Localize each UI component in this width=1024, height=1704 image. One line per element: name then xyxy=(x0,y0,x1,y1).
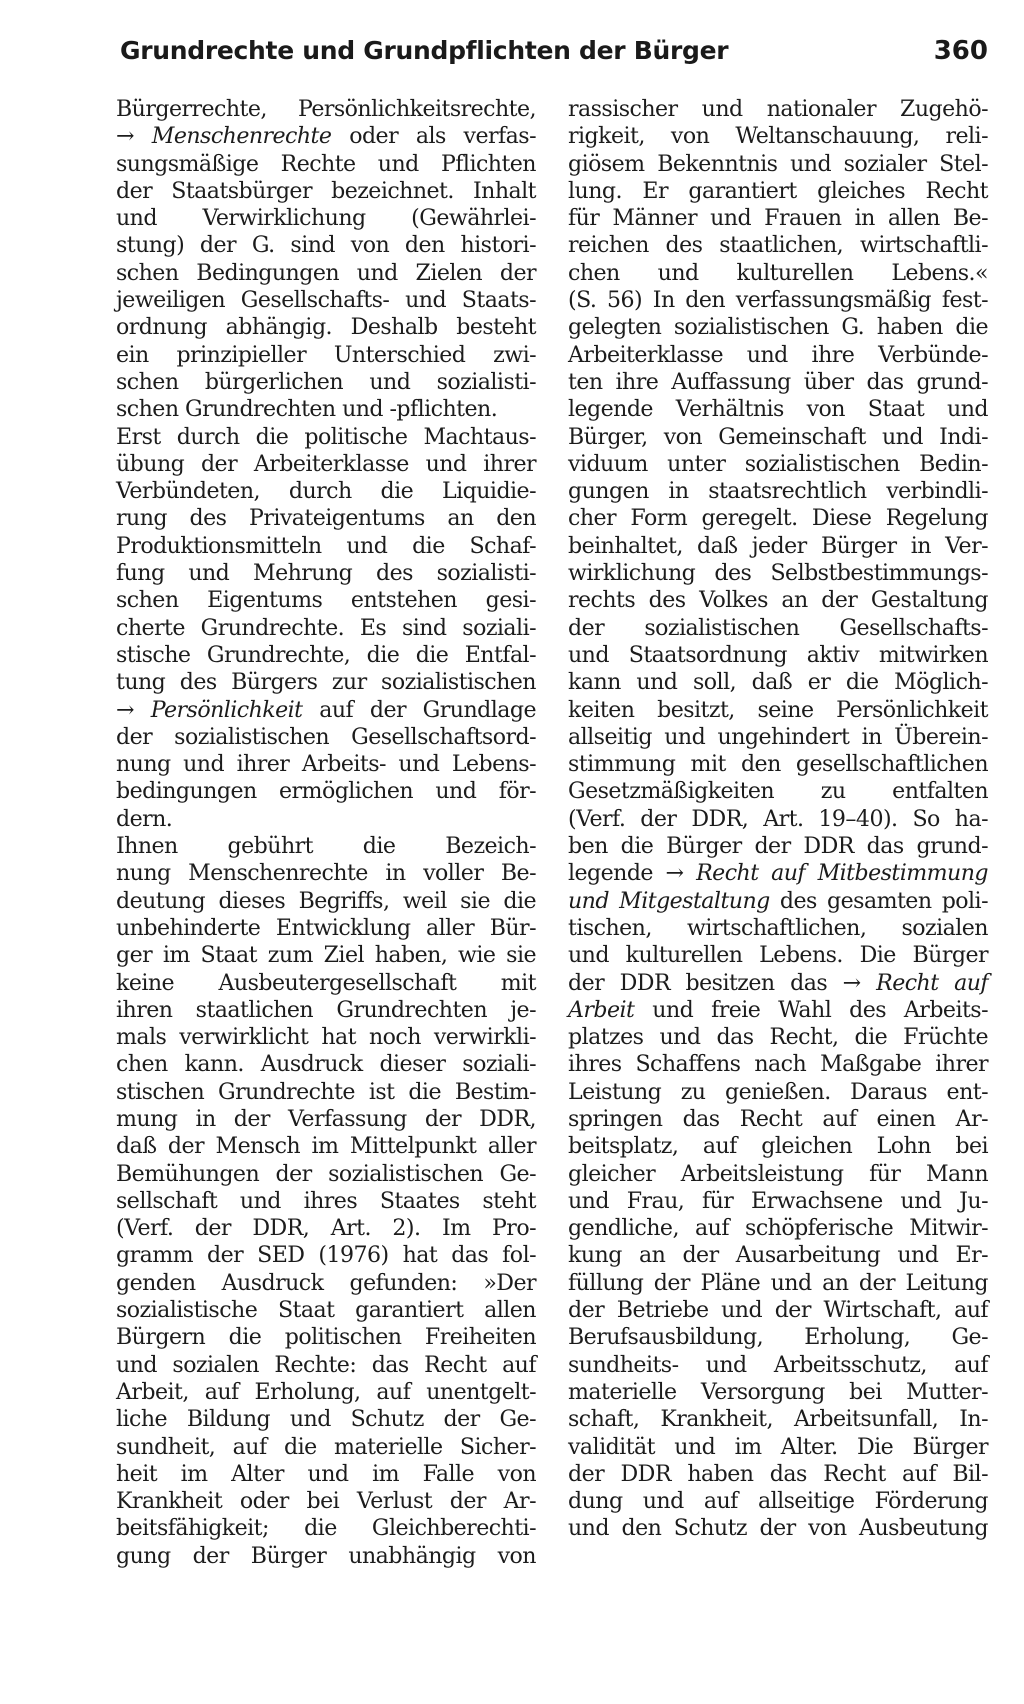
line-text: ihres Schaffens nach Maßgabe ihrer xyxy=(568,1051,988,1078)
line-text: schen bürgerlichen und sozialisti- xyxy=(116,368,536,395)
line-text: gelegten sozialistischen G. haben die xyxy=(568,314,988,341)
text-line xyxy=(568,369,988,396)
text-line xyxy=(568,314,988,341)
line-text: chen und kulturellen Lebens.« xyxy=(568,259,988,286)
text-line xyxy=(116,1434,536,1461)
line-text: tung des Bürgers zur sozialistischen xyxy=(116,669,536,696)
line-text: stischen Grundrechte ist die Bestim- xyxy=(116,1078,536,1105)
text-line xyxy=(116,369,536,396)
line-text: unbehinderte Entwicklung aller Bür- xyxy=(116,914,536,941)
text-line xyxy=(116,1379,536,1406)
text-line xyxy=(116,724,536,751)
text-line xyxy=(568,642,988,669)
text-line xyxy=(568,478,988,505)
text-line xyxy=(568,1379,988,1406)
text-line xyxy=(116,396,536,423)
right-text-column xyxy=(568,96,988,1543)
line-text: der DDR besitzen das xyxy=(568,969,843,996)
line-text: bedingungen ermöglichen und för- xyxy=(116,778,536,805)
line-text: sundheit, auf die materielle Sicher- xyxy=(116,1433,536,1460)
text-line xyxy=(116,970,536,997)
line-text: rigkeit, von Weltanschauung, reli- xyxy=(568,123,988,150)
cross-reference-term[interactable]: Persönlichkeit xyxy=(150,696,303,723)
text-line xyxy=(568,1324,988,1351)
text-line xyxy=(116,151,536,178)
text-line xyxy=(568,1297,988,1324)
text-line xyxy=(568,342,988,369)
text-line xyxy=(568,178,988,205)
line-text: heit im Alter und im Falle von xyxy=(116,1460,536,1487)
text-line xyxy=(568,1270,988,1297)
text-line xyxy=(568,860,988,887)
text-line xyxy=(568,1406,988,1433)
text-line xyxy=(116,96,536,123)
page-header xyxy=(120,36,988,76)
line-text: rung des Privateigentums an den xyxy=(116,505,536,532)
text-line xyxy=(568,505,988,532)
line-text: kung an der Ausarbeitung und Er- xyxy=(568,1242,988,1269)
line-text: mung in der Verfassung der DDR, xyxy=(116,1105,536,1132)
text-line xyxy=(568,942,988,969)
line-text: ten ihre Auffassung über das grund- xyxy=(568,368,988,395)
text-line xyxy=(568,806,988,833)
text-line xyxy=(116,1133,536,1160)
text-line xyxy=(116,1324,536,1351)
text-line xyxy=(568,1215,988,1242)
line-text: sungsmäßige Rechte und Pflichten xyxy=(116,150,536,177)
text-line xyxy=(568,997,988,1024)
text-line xyxy=(116,342,536,369)
text-line xyxy=(116,997,536,1024)
line-text: gungen in staatsrechtlich verbindli- xyxy=(568,478,988,505)
text-line xyxy=(116,178,536,205)
text-line xyxy=(116,1242,536,1269)
line-text: allseitig und ungehindert in Überein- xyxy=(568,723,988,750)
text-line xyxy=(568,751,988,778)
text-line xyxy=(116,942,536,969)
text-line xyxy=(568,669,988,696)
text-line xyxy=(568,232,988,259)
text-line xyxy=(116,860,536,887)
text-line xyxy=(116,1051,536,1078)
text-line xyxy=(116,1106,536,1133)
line-text: und den Schutz der von Ausbeutung xyxy=(568,1515,988,1542)
text-line xyxy=(568,1133,988,1160)
text-line xyxy=(568,1106,988,1133)
line-text: kann und soll, daß er die Möglich- xyxy=(568,669,988,696)
text-line xyxy=(568,778,988,805)
line-text: dung und auf allseitige Förderung xyxy=(568,1488,988,1515)
text-line xyxy=(116,751,536,778)
line-text: deutung dieses Begriffs, weil sie die xyxy=(116,887,536,914)
line-text: schen Eigentums entstehen gesi- xyxy=(116,587,536,614)
text-line xyxy=(116,697,536,724)
line-text: des gesamten poli- xyxy=(769,887,988,914)
line-text: der DDR haben das Recht auf Bil- xyxy=(568,1460,988,1487)
text-line xyxy=(116,778,536,805)
line-text: chen kann. Ausdruck dieser soziali- xyxy=(116,1051,536,1078)
running-head-title: Grundrechte und Grundpflichten der Bürger xyxy=(120,36,729,65)
line-text: materielle Versorgung bei Mutter- xyxy=(568,1378,988,1405)
line-text: der sozialistischen Gesellschaftsord- xyxy=(116,723,536,750)
line-text: schen Grundrechten und -pflichten. xyxy=(116,396,498,423)
text-line xyxy=(568,970,988,997)
text-line xyxy=(116,642,536,669)
line-text: Produktionsmitteln und die Schaf- xyxy=(116,532,536,559)
line-text: füllung der Pläne und an der Leitung xyxy=(568,1269,988,1296)
line-text: Berufsausbildung, Erholung, Ge- xyxy=(568,1324,988,1351)
line-text: Bürgerrechte, Persönlichkeitsrechte, xyxy=(116,96,536,122)
line-text: gleicher Arbeitsleistung für Mann xyxy=(568,1160,988,1187)
line-text: und sozialen Rechte: das Recht auf xyxy=(116,1351,536,1378)
line-text: oder als verfas- xyxy=(331,123,536,150)
text-line xyxy=(116,915,536,942)
line-text: Leistung zu genießen. Daraus ent- xyxy=(568,1078,988,1105)
line-text: und freie Wahl des Arbeits- xyxy=(634,996,988,1023)
line-text: Arbeiterklasse und ihre Verbünde- xyxy=(568,341,988,368)
text-line xyxy=(116,1215,536,1242)
line-text: wirklichung des Selbstbestimmungs- xyxy=(568,560,988,587)
line-text: viduum unter sozialistischen Bedin- xyxy=(568,450,988,477)
line-text: platzes und das Recht, die Früchte xyxy=(568,1024,988,1051)
text-line xyxy=(568,533,988,560)
text-line xyxy=(568,123,988,150)
text-line xyxy=(568,205,988,232)
line-text: nung und ihrer Arbeits- und Lebens- xyxy=(116,751,536,778)
cross-reference-term[interactable]: und Mitgestaltung xyxy=(568,887,770,914)
line-text: der Staatsbürger bezeichnet. Inhalt xyxy=(116,177,536,204)
text-line xyxy=(116,560,536,587)
text-line xyxy=(568,260,988,287)
line-text: (Verf. der DDR, Art. 2). Im Pro- xyxy=(116,1215,536,1242)
line-text: keine Ausbeutergesellschaft mit xyxy=(116,969,536,996)
line-text: (S. 56) In den verfassungsmäßig fest- xyxy=(568,287,988,314)
line-text: ihren staatlichen Grundrechten je- xyxy=(116,996,536,1023)
text-line xyxy=(116,533,536,560)
line-text: Arbeit, auf Erholung, auf unentgelt- xyxy=(116,1378,536,1405)
line-text: der sozialistischen Gesellschafts- xyxy=(568,614,988,641)
text-line xyxy=(116,505,536,532)
text-line xyxy=(116,806,536,833)
text-line xyxy=(568,587,988,614)
text-line xyxy=(568,1079,988,1106)
text-line xyxy=(568,424,988,451)
line-text: Erst durch die politische Machtaus- xyxy=(116,423,536,450)
page-number: 360 xyxy=(933,36,988,66)
line-text: springen das Recht auf einen Ar- xyxy=(568,1105,988,1132)
cross-reference-arrow-icon: → xyxy=(665,860,684,887)
line-text: Verbündeten, durch die Liquidie- xyxy=(116,478,536,505)
line-text: (Verf. der DDR, Art. 19–40). So ha- xyxy=(568,805,988,832)
line-text: rassischer und nationaler Zugehö- xyxy=(568,96,988,122)
cross-reference-term[interactable]: Arbeit xyxy=(568,996,635,1023)
text-line xyxy=(116,615,536,642)
text-line xyxy=(116,669,536,696)
left-text-column xyxy=(116,96,536,1570)
text-line xyxy=(116,1161,536,1188)
line-text: liche Bildung und Schutz der Ge- xyxy=(116,1406,536,1433)
line-text: übung der Arbeiterklasse und ihrer xyxy=(116,450,536,477)
text-line xyxy=(568,1051,988,1078)
text-line xyxy=(116,205,536,232)
cross-reference-term[interactable]: Menschenrechte xyxy=(151,123,332,150)
text-line xyxy=(568,287,988,314)
line-text: beinhaltet, daß jeder Bürger in Ver- xyxy=(568,532,988,559)
line-text: ordnung abhängig. Deshalb besteht xyxy=(116,314,536,341)
text-line xyxy=(568,888,988,915)
line-text: Bürger, von Gemeinschaft und Indi- xyxy=(568,423,988,450)
line-text: schen Bedingungen und Zielen der xyxy=(116,259,536,286)
line-text: gung der Bürger unabhängig von xyxy=(116,1542,536,1569)
line-text: für Männer und Frauen in allen Be- xyxy=(568,205,988,232)
line-text: cherte Grundrechte. Es sind soziali- xyxy=(116,614,536,641)
text-line xyxy=(568,1188,988,1215)
line-text: und Verwirklichung (Gewährlei- xyxy=(116,205,536,232)
line-text: ger im Staat zum Ziel haben, wie sie xyxy=(116,942,536,969)
text-line xyxy=(116,1297,536,1324)
line-text: mals verwirklicht hat noch verwirkli- xyxy=(116,1024,536,1051)
text-line xyxy=(568,1352,988,1379)
text-line xyxy=(116,1515,536,1542)
line-text: legende Verhältnis von Staat und xyxy=(568,396,988,423)
line-text: und Frau, für Erwachsene und Ju- xyxy=(568,1187,988,1214)
text-line xyxy=(116,1079,536,1106)
text-line xyxy=(116,1188,536,1215)
line-text: stische Grundrechte, die die Entfal- xyxy=(116,641,536,668)
line-text: stimmung mit den gesellschaftlichen xyxy=(568,751,988,778)
line-text: sozialistische Staat garantiert allen xyxy=(116,1297,536,1324)
text-line xyxy=(568,560,988,587)
line-text: validität und im Alter. Die Bürger xyxy=(568,1433,988,1460)
text-line xyxy=(568,724,988,751)
line-text: stung) der G. sind von den histori- xyxy=(116,232,536,259)
text-line xyxy=(568,1434,988,1461)
line-text: jeweiligen Gesellschafts- und Staats- xyxy=(116,287,536,314)
cross-reference-term[interactable]: Recht auf Mitbestimmung xyxy=(696,860,988,887)
line-text: gendliche, auf schöpferische Mitwir- xyxy=(568,1215,988,1242)
line-text: und kulturellen Lebens. Die Bürger xyxy=(568,942,988,969)
cross-reference-arrow-icon: → xyxy=(116,696,134,723)
line-text: lung. Er garantiert gleiches Recht xyxy=(568,177,988,204)
text-line xyxy=(568,1515,988,1542)
line-text: gramm der SED (1976) hat das fol- xyxy=(116,1242,536,1269)
cross-reference-term[interactable]: Recht auf xyxy=(876,969,989,996)
line-text: reichen des staatlichen, wirtschaftli- xyxy=(568,232,988,259)
text-line xyxy=(568,1461,988,1488)
cross-reference-arrow-icon: → xyxy=(116,123,134,150)
text-line xyxy=(568,697,988,724)
line-text: Ihnen gebührt die Bezeich- xyxy=(116,833,536,860)
text-line xyxy=(568,1024,988,1051)
line-text: Bürgern die politischen Freiheiten xyxy=(116,1324,536,1351)
line-text: cher Form geregelt. Diese Regelung xyxy=(568,505,988,532)
text-line xyxy=(116,587,536,614)
line-text: sellschaft und ihres Staates steht xyxy=(116,1187,536,1214)
text-line xyxy=(568,1242,988,1269)
line-text: tischen, wirtschaftlichen, sozialen xyxy=(568,914,988,941)
line-text: auf der Grundlage xyxy=(302,696,537,723)
text-line xyxy=(116,1488,536,1515)
text-line xyxy=(116,451,536,478)
line-text: Krankheit oder bei Verlust der Ar- xyxy=(116,1488,536,1515)
text-line xyxy=(116,260,536,287)
line-text: beitsplatz, auf gleichen Lohn bei xyxy=(568,1133,988,1160)
text-line xyxy=(116,1543,536,1570)
line-text: schaft, Krankheit, Arbeitsunfall, In- xyxy=(568,1406,988,1433)
line-text: legende xyxy=(568,860,666,887)
line-text: nung Menschenrechte in voller Be- xyxy=(116,860,536,887)
text-line xyxy=(116,314,536,341)
line-text: sundheits- und Arbeitsschutz, auf xyxy=(568,1351,988,1378)
line-text: ben die Bürger der DDR das grund- xyxy=(568,833,988,860)
text-line xyxy=(568,396,988,423)
text-line xyxy=(116,232,536,259)
text-line xyxy=(116,424,536,451)
text-line xyxy=(568,1161,988,1188)
text-line xyxy=(116,1352,536,1379)
line-text: keiten besitzt, seine Persönlichkeit xyxy=(568,696,988,723)
text-line xyxy=(568,833,988,860)
text-line xyxy=(568,1488,988,1515)
text-line xyxy=(116,1024,536,1051)
text-line xyxy=(116,1270,536,1297)
line-text: der Betriebe und der Wirtschaft, auf xyxy=(568,1297,988,1324)
text-line xyxy=(116,833,536,860)
line-text: genden Ausdruck gefunden: »Der xyxy=(116,1269,536,1296)
text-line xyxy=(116,888,536,915)
line-text: daß der Mensch im Mittelpunkt aller xyxy=(116,1133,536,1160)
text-line xyxy=(568,915,988,942)
text-line xyxy=(116,1406,536,1433)
line-text: fung und Mehrung des sozialisti- xyxy=(116,560,536,587)
text-line xyxy=(568,96,988,123)
line-text: beitsfähigkeit; die Gleichberechti- xyxy=(116,1515,536,1542)
text-line xyxy=(568,615,988,642)
line-text: dern. xyxy=(116,805,173,832)
text-line xyxy=(116,1461,536,1488)
line-text: Bemühungen der sozialistischen Ge- xyxy=(116,1160,536,1187)
cross-reference-arrow-icon: → xyxy=(842,969,861,996)
line-text: ein prinzipieller Unterschied zwi- xyxy=(116,341,536,368)
text-line xyxy=(568,451,988,478)
line-text: giösem Bekenntnis und sozialer Stel- xyxy=(568,150,988,177)
line-text: Gesetzmäßigkeiten zu entfalten xyxy=(568,778,988,805)
text-line xyxy=(116,287,536,314)
text-line xyxy=(116,123,536,150)
text-line xyxy=(568,151,988,178)
line-text: rechts des Volkes an der Gestaltung xyxy=(568,587,988,614)
line-text: und Staatsordnung aktiv mitwirken xyxy=(568,641,988,668)
text-line xyxy=(116,478,536,505)
